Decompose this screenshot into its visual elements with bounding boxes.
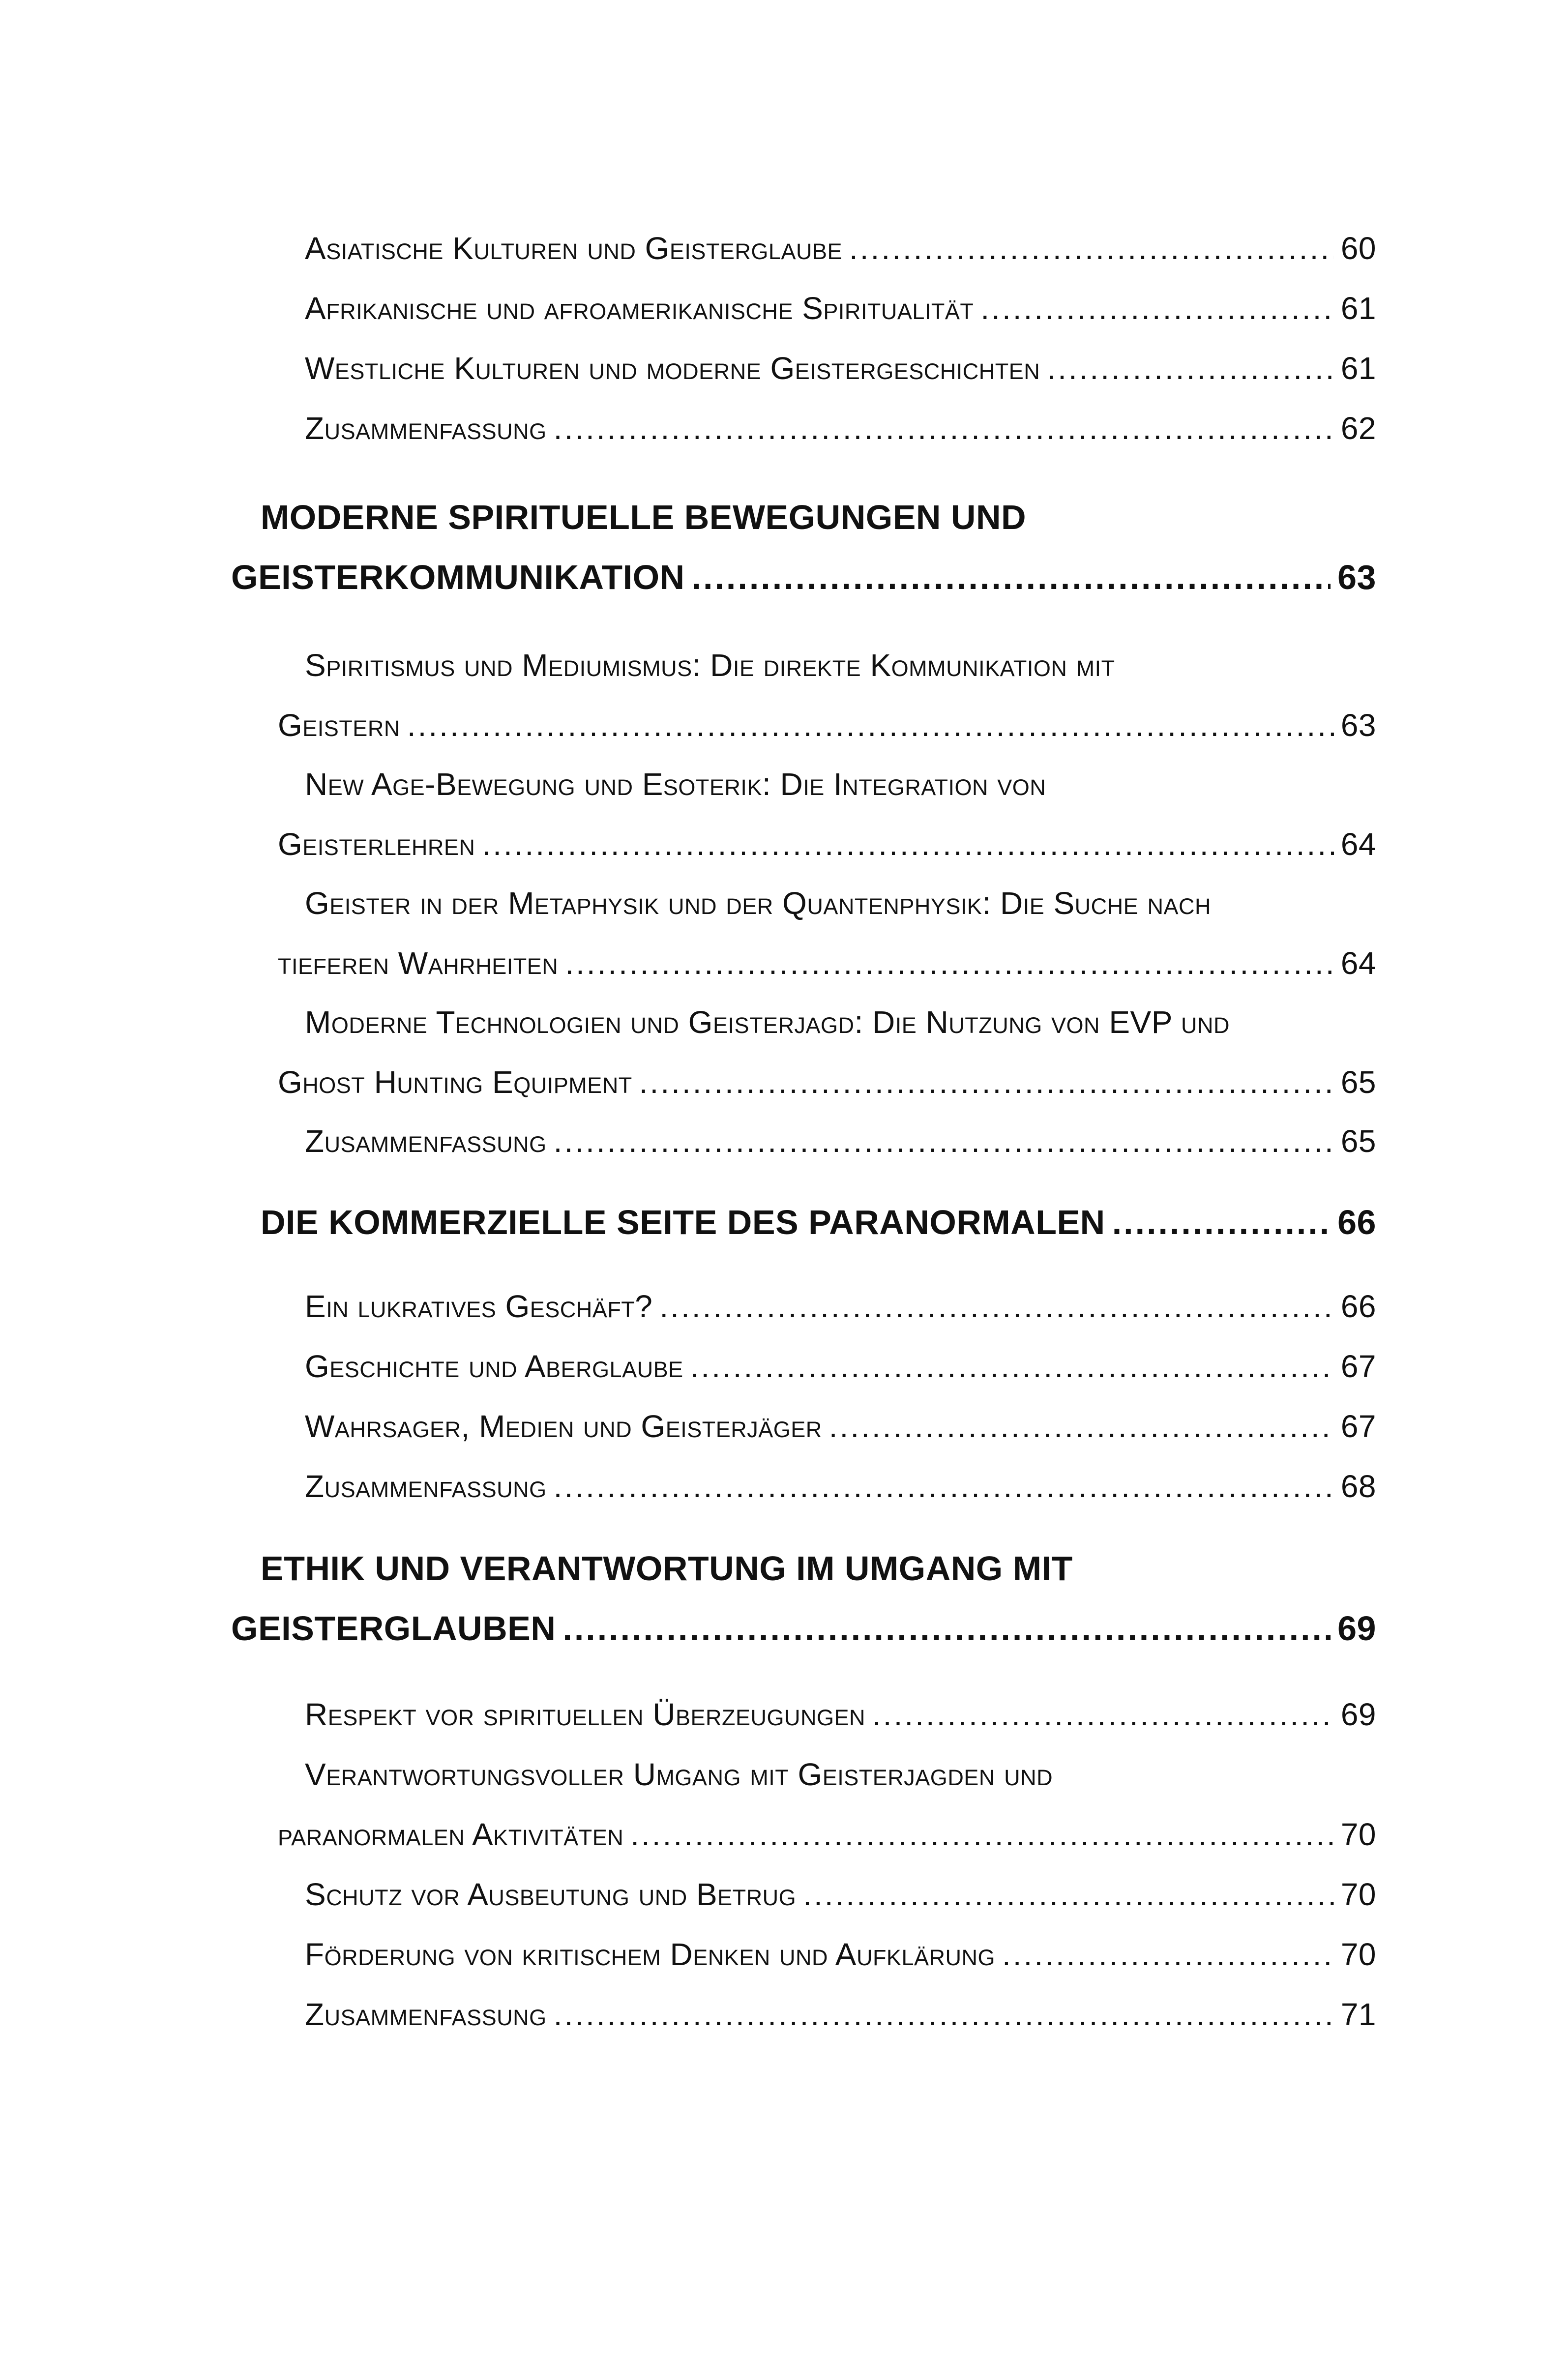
toc-entry-title: Schutz vor Ausbeutung und Betrug [305, 1877, 797, 1912]
toc-entry-title-line2: tieferen Wahrheiten [278, 945, 559, 981]
toc-entry[interactable] [278, 707, 1376, 743]
toc-entry[interactable] [305, 230, 1376, 266]
toc-entry-title: Westliche Kulturen und moderne Geistergeschichten [305, 351, 1040, 386]
toc-chapter-page: 63 [1337, 558, 1376, 596]
toc-entry-title-line2: Ghost Hunting Equipment [278, 1064, 632, 1100]
dot-leader [829, 1408, 1334, 1445]
toc-entry-title: Asiatische Kulturen und Geisterglaube [305, 231, 842, 266]
toc-entry[interactable] [305, 1348, 1376, 1385]
toc-entry[interactable] [305, 1288, 1376, 1325]
toc-entry-page: 65 [1340, 1123, 1376, 1159]
toc-chapter[interactable] [261, 1203, 1376, 1242]
toc-entry-page: 70 [1340, 1817, 1376, 1852]
dot-leader [407, 707, 1334, 743]
toc-entry-title: Zusammenfassung [305, 1997, 547, 2032]
toc-entry[interactable] [278, 945, 1376, 981]
dot-leader [562, 1609, 1331, 1648]
toc-entry-title: Geschichte und Aberglaube [305, 1349, 683, 1384]
toc-entry-page: 68 [1340, 1469, 1376, 1504]
toc-entry-title: Zusammenfassung [305, 1123, 547, 1159]
toc-entry-title: Zusammenfassung [305, 411, 547, 446]
toc-entry-title: Förderung von kritischem Denken und Aufklärung [305, 1937, 995, 1972]
toc-entry[interactable] [305, 350, 1376, 386]
toc-entry[interactable] [305, 1936, 1376, 1973]
toc-chapter-page: 66 [1337, 1203, 1376, 1241]
toc-entry-title-line1[interactable]: Spiritismus und Mediumismus: Die direkte Kommunikation mit [305, 648, 1115, 683]
toc-entry-page: 64 [1340, 826, 1376, 862]
toc-entry[interactable] [278, 1816, 1376, 1853]
toc-entry[interactable] [305, 1468, 1376, 1504]
toc-entry-page: 70 [1340, 1877, 1376, 1912]
toc-entry-page: 60 [1340, 231, 1376, 266]
toc-entry-title-line1[interactable]: Geister in der Metaphysik und der Quantenphysik: Die Suche nach [305, 885, 1211, 921]
dot-leader [554, 1468, 1334, 1504]
dot-leader [659, 1288, 1333, 1325]
toc-entry[interactable] [305, 1696, 1376, 1733]
dot-leader [803, 1876, 1334, 1913]
toc-entry-page: 65 [1340, 1064, 1376, 1100]
toc-entry-page: 62 [1340, 411, 1376, 446]
dot-leader [554, 1123, 1334, 1159]
toc-entry-title: Zusammenfassung [305, 1469, 547, 1504]
toc-entry-title: Afrikanische und afroamerikanische Spiritualität [305, 291, 974, 326]
dot-leader [554, 1996, 1334, 2033]
toc-entry-page: 67 [1340, 1349, 1376, 1384]
toc-entry-title-line2: Geisterlehren [278, 826, 475, 862]
toc-entry-page: 61 [1340, 291, 1376, 326]
dot-leader [482, 826, 1333, 862]
toc-entry-title: Ein lukratives Geschäft? [305, 1289, 653, 1324]
toc-entry-title: Respekt vor spirituellen Überzeugungen [305, 1697, 865, 1732]
toc-chapter-title: DIE KOMMERZIELLE SEITE DES PARANORMALEN [261, 1203, 1105, 1241]
dot-leader [565, 945, 1334, 981]
toc-chapter-title-line1[interactable]: ETHIK UND VERANTWORTUNG IM UMGANG MIT [261, 1549, 1073, 1588]
toc-chapter[interactable] [231, 1609, 1376, 1648]
toc-entry[interactable] [278, 826, 1376, 862]
dot-leader [1047, 350, 1334, 386]
dot-leader [630, 1816, 1334, 1853]
toc-entry-page: 69 [1340, 1697, 1376, 1732]
toc-entry[interactable] [305, 1408, 1376, 1445]
toc-chapter-page: 69 [1337, 1609, 1376, 1648]
toc-entry-page: 67 [1340, 1409, 1376, 1444]
toc-entry-page: 66 [1340, 1289, 1376, 1324]
dot-leader [1002, 1936, 1334, 1973]
dot-leader [1112, 1203, 1331, 1242]
toc-entry[interactable] [305, 290, 1376, 326]
toc-chapter[interactable] [231, 558, 1376, 597]
dot-leader [692, 558, 1331, 597]
dot-leader [849, 230, 1334, 266]
toc-entry[interactable] [305, 1876, 1376, 1913]
dot-leader [639, 1064, 1334, 1100]
toc-entry-title-line2: Geistern [278, 708, 400, 743]
dot-leader [872, 1696, 1334, 1733]
toc-entry[interactable] [278, 1064, 1376, 1100]
dot-leader [980, 290, 1333, 326]
dot-leader [554, 410, 1334, 446]
toc-entry[interactable] [305, 1123, 1376, 1159]
toc-entry-title: Wahrsager, Medien und Geisterjäger [305, 1409, 822, 1444]
dot-leader [690, 1348, 1334, 1385]
toc-entry-title-line1[interactable]: New Age-Bewegung und Esoterik: Die Integration von [305, 767, 1046, 802]
toc-entry-title-line1[interactable]: Verantwortungsvoller Umgang mit Geisterjagden und [305, 1757, 1053, 1792]
toc-entry[interactable] [305, 1996, 1376, 2033]
toc-entry-page: 64 [1340, 945, 1376, 981]
toc-entry-page: 70 [1340, 1937, 1376, 1972]
toc-entry-page: 61 [1340, 351, 1376, 386]
toc-entry-title-line1[interactable]: Moderne Technologien und Geisterjagd: Die Nutzung von EVP und [305, 1004, 1230, 1040]
toc-entry[interactable] [305, 410, 1376, 446]
toc-entry-page: 63 [1340, 708, 1376, 743]
toc-chapter-title-line1[interactable]: MODERNE SPIRITUELLE BEWEGUNGEN UND [261, 498, 1027, 536]
toc-entry-title-line2: paranormalen Aktivitäten [278, 1817, 624, 1852]
toc-entry-page: 71 [1340, 1997, 1376, 2032]
toc-chapter-title-line2: GEISTERKOMMUNIKATION [231, 558, 685, 596]
toc-chapter-title-line2: GEISTERGLAUBEN [231, 1609, 556, 1648]
